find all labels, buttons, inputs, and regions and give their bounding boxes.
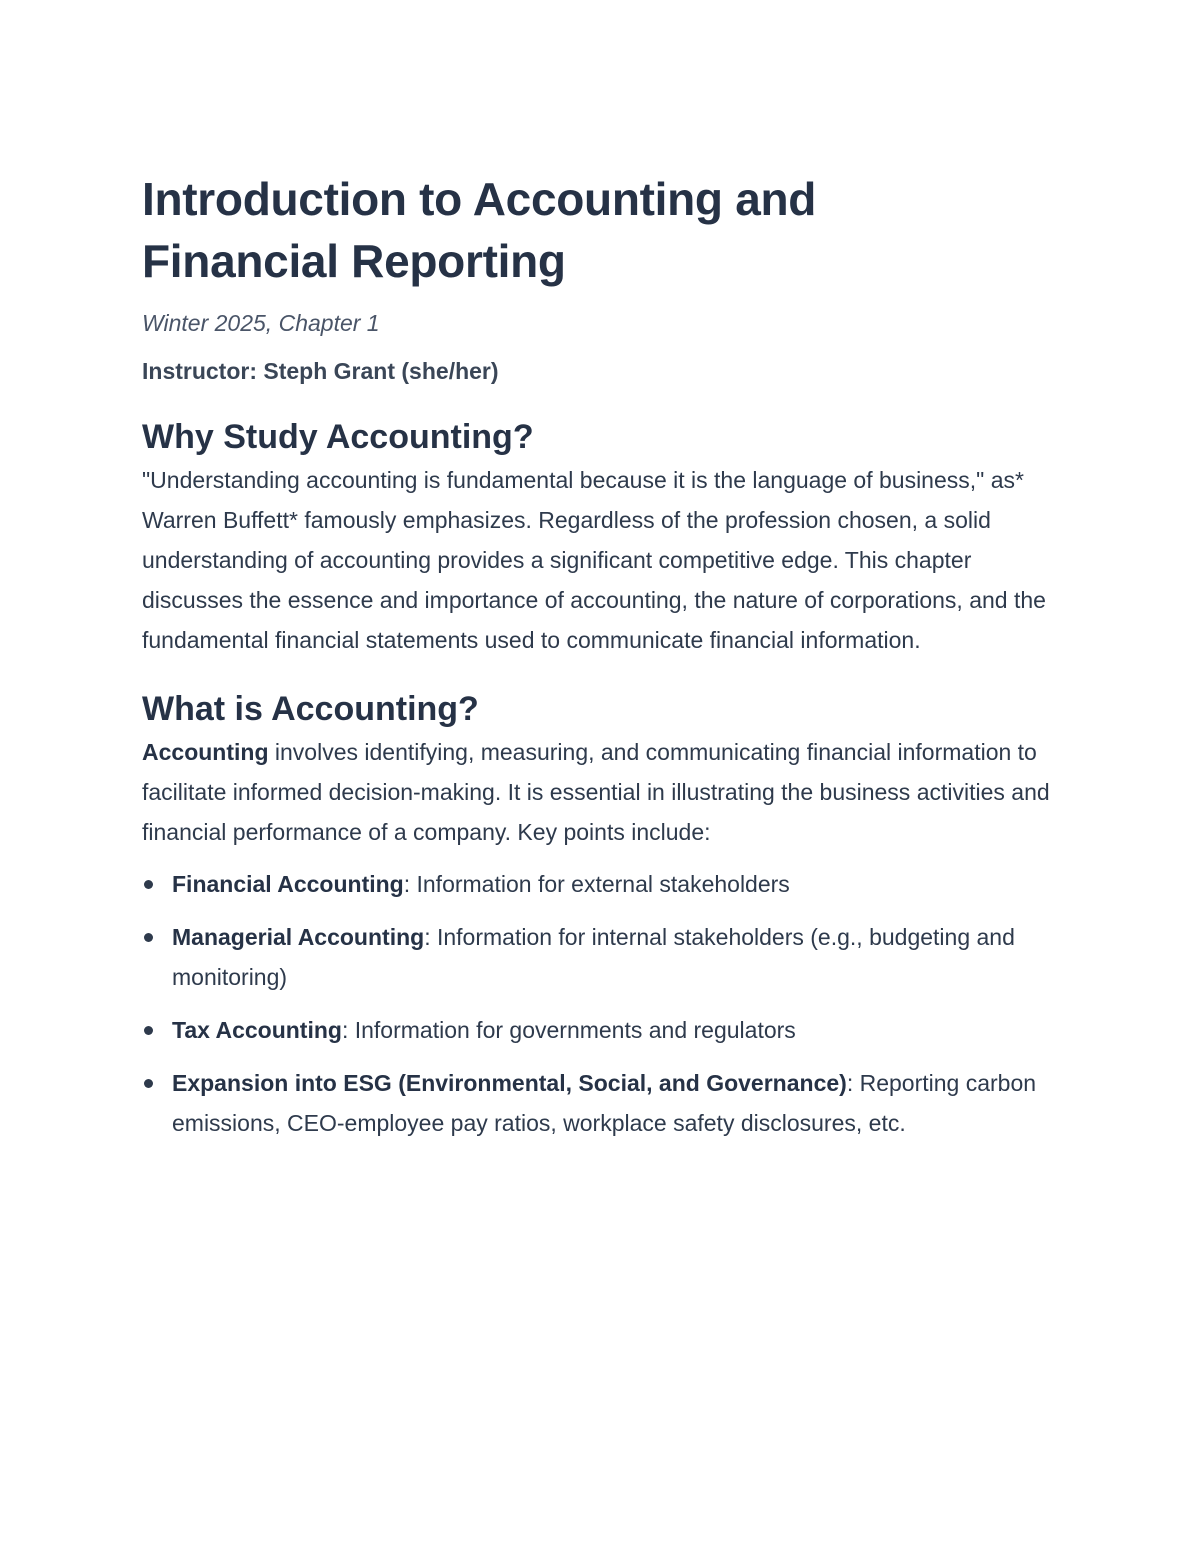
list-item: [142, 917, 1072, 997]
bullet-icon: [144, 1079, 153, 1088]
list-item-text: : Information for external stakeholders: [403, 871, 790, 897]
document-page: [142, 168, 1072, 1156]
document-title: [142, 168, 1072, 292]
title-line-1: Introduction to Accounting and: [142, 173, 817, 225]
bullet-icon: [144, 880, 153, 889]
list-item: [142, 1063, 1072, 1143]
paragraph-what-is: [142, 732, 1072, 852]
key-points-list: [142, 864, 1072, 1143]
title-line-2: Financial Reporting: [142, 235, 566, 287]
heading-what-is: What is Accounting?: [142, 690, 479, 728]
list-item-text: : Information for governments and regulators: [341, 1017, 796, 1043]
bullet-icon: [144, 933, 153, 942]
instructor-line: Instructor: Steph Grant (she/her): [142, 358, 499, 384]
accounting-term: Accounting: [142, 739, 269, 765]
list-item-text: : Reporting carbon emissions, CEO-employee pay ratios, workplace safety disclosures, etc.: [172, 1070, 1037, 1136]
paragraph-what-is-text: involves identifying, measuring, and communicating financial information to facilitate informed decision-making. It is essential in illustrating the business activities and financial performance of a company. Key points include:: [142, 739, 1050, 845]
list-item: [142, 1010, 1072, 1050]
list-item: [142, 864, 1072, 904]
bullet-icon: [144, 1026, 153, 1035]
list-item-term: Expansion into ESG (Environmental, Social, and Governance): [172, 1070, 847, 1096]
list-item-term: Tax Accounting: [172, 1017, 342, 1043]
heading-why-study: Why Study Accounting?: [142, 418, 534, 456]
list-item-text: : Information for internal stakeholders (e.g., budgeting and monitoring): [172, 924, 1015, 990]
list-item-term: Financial Accounting: [172, 871, 404, 897]
paragraph-why-study: "Understanding accounting is fundamental because it is the language of business," as* Warren Buffett* famously emphasizes. Regardless of the profession chosen, a solid understanding of accounting provides a significant competitive edge. This chapter discusses the essence and importance of accounting, the nature of corporations, and the fundamental financial statements used to communicate financial information.: [142, 467, 1046, 653]
term-subtitle: Winter 2025, Chapter 1: [142, 310, 380, 336]
list-item-term: Managerial Accounting: [172, 924, 425, 950]
